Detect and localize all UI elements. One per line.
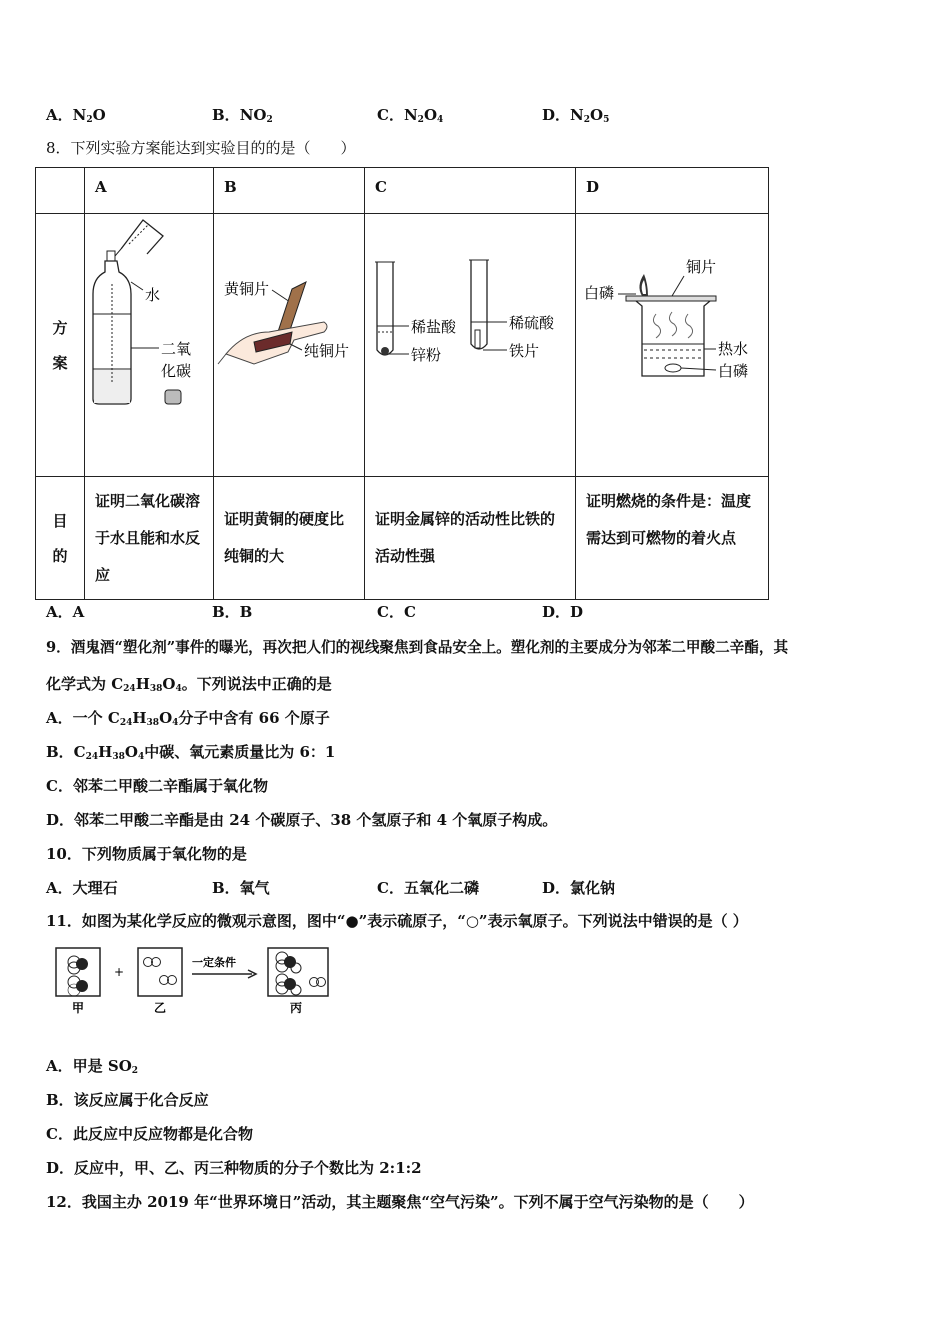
q8-header-a: A xyxy=(85,168,214,214)
q10-option-a: A．大理石 xyxy=(46,879,118,897)
q8-stem: 8．下列实验方案能达到实验目的的是（ ） xyxy=(46,139,356,157)
fig-b-brass-label: 黄铜片 xyxy=(224,280,270,298)
q8-option-b: B．B xyxy=(212,603,253,621)
svg-text:一定条件: 一定条件 xyxy=(192,956,236,969)
q10-stem: 10．下列物质属于氧化物的是 xyxy=(46,845,247,863)
q10-option-c: C．五氧化二磷 xyxy=(377,879,479,897)
fig-d-p2-label: 白磷 xyxy=(718,362,749,380)
q8-figure-b xyxy=(214,214,365,477)
q7-option-d: D．$N_2O_5$ xyxy=(542,106,610,125)
q11-stem: 11．如图为某化学反应的微观示意图，图中“●”表示硫原子，“○”表示氧原子。下列说法中错误的是（ ） xyxy=(46,912,748,930)
q9-stem-line2: 化学式为 $C_{24}H_{38}O_4$。下列说法中正确的是 xyxy=(46,675,332,694)
q7-option-a: A．$N_2O$ xyxy=(46,106,106,125)
fig-d-water-label: 热水 xyxy=(718,340,749,358)
q8-figure-d xyxy=(576,214,769,477)
q8-header-c: C xyxy=(365,168,576,214)
fig-a-co2-label-2: 化碳 xyxy=(161,362,192,380)
fig-a-co2-label-1: 二氧 xyxy=(161,340,192,358)
q7-option-b: B．$NO_2$ xyxy=(212,106,273,125)
fig-d-p1-label: 白磷 xyxy=(584,284,615,302)
q11-option-c: C．此反应中反应物都是化合物 xyxy=(46,1125,253,1143)
q11-option-d: D．反应中，甲、乙、丙三种物质的分子个数比为 2:1:2 xyxy=(46,1159,422,1177)
q8-purpose-a: 证明二氧化碳溶于水且能和水反应 xyxy=(85,477,214,600)
fig-c-h2so4-label: 稀硫酸 xyxy=(509,314,555,332)
svg-text:+: + xyxy=(114,965,125,979)
q8-row-scheme-label: 方 案 xyxy=(36,214,85,477)
q8-purpose-d: 证明燃烧的条件是：温度需达到可燃物的着火点 xyxy=(576,477,769,600)
q12-stem: 12．我国主办 2019 年“世界环境日”活动，其主题聚焦“空气污染”。下列不属于空气污染物的是（ ） xyxy=(46,1193,754,1211)
svg-text:丙: 丙 xyxy=(290,1001,303,1015)
q8-header-d: D xyxy=(576,168,769,214)
svg-text:甲: 甲 xyxy=(72,1001,85,1015)
q7-option-c: C．$N_2O_4$ xyxy=(377,106,444,125)
q8-table xyxy=(35,167,769,600)
q8-option-c: C．C xyxy=(377,603,416,621)
q9-option-a: A．一个 $C_{24}H_{38}O_4$分子中含有 66 个原子 xyxy=(46,709,330,728)
q8-figure-a xyxy=(85,214,214,477)
q11-reaction-diagram xyxy=(52,944,342,1016)
q11-option-a: A．甲是 $SO_2$ xyxy=(46,1057,139,1076)
q10-option-b: B．氧气 xyxy=(212,879,270,897)
q10-option-d: D．氯化钠 xyxy=(542,879,616,897)
q8-option-d: D．D xyxy=(542,603,584,621)
fig-c-fe-label: 铁片 xyxy=(509,342,540,360)
fig-c-zn-label: 锌粉 xyxy=(411,346,442,364)
q9-stem-line1: 9．酒鬼酒“塑化剂”事件的曝光，再次把人们的视线聚焦到食品安全上。塑化剂的主要成分为邻苯二甲酸二辛酯，其 xyxy=(46,639,789,656)
fig-c-hcl-label: 稀盐酸 xyxy=(411,318,457,336)
fig-a-water-label: 水 xyxy=(145,286,161,304)
q11-option-b: B．该反应属于化合反应 xyxy=(46,1091,209,1109)
q8-row-purpose-label: 目 的 xyxy=(36,477,85,600)
q8-figure-c xyxy=(365,214,576,477)
q8-header-b: B xyxy=(214,168,365,214)
q9-option-d: D．邻苯二甲酸二辛酯是由 24 个碳原子、38 个氢原子和 4 个氧原子构成。 xyxy=(46,811,558,829)
q9-option-b: B．$C_{24}H_{38}O_4$中碳、氧元素质量比为 6：1 xyxy=(46,743,336,762)
q8-option-a: A．A xyxy=(46,603,85,621)
q8-purpose-c: 证明金属锌的活动性比铁的活动性强 xyxy=(365,477,576,600)
q9-option-c: C．邻苯二甲酸二辛酯属于氧化物 xyxy=(46,777,268,795)
svg-text:乙: 乙 xyxy=(154,1001,167,1015)
q8-purpose-b: 证明黄铜的硬度比纯铜的大 xyxy=(214,477,365,600)
fig-b-copper-label: 纯铜片 xyxy=(304,342,350,360)
fig-d-cu-label: 铜片 xyxy=(686,258,717,276)
